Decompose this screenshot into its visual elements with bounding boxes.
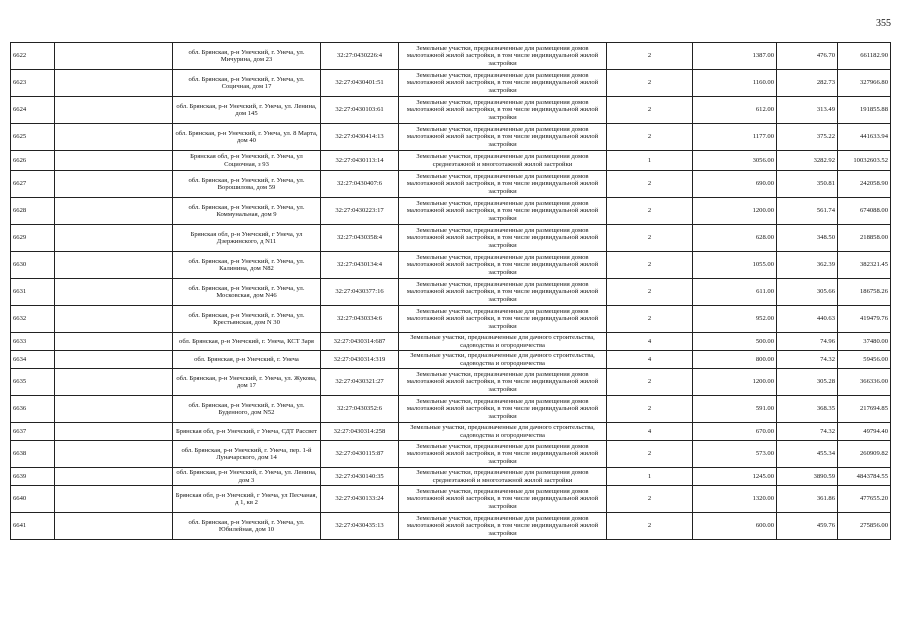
specific-value-cell: 74.32 <box>777 423 838 441</box>
row-number: 6628 <box>11 198 55 225</box>
group-code-cell: 2 <box>607 513 693 540</box>
cadastral-value-cell: 4843784.55 <box>838 468 891 486</box>
area-cell: 670.00 <box>693 423 777 441</box>
table-row <box>11 369 891 396</box>
group-code-cell: 2 <box>607 225 693 252</box>
land-use-cell: Земельные участки, предназначенные для размещения домов малоэтажной жилой застройки, в том числе индивидуальной жилой застройки <box>399 171 607 198</box>
area-cell: 3056.00 <box>693 151 777 171</box>
land-use-cell: Земельные участки, предназначенные для размещения домов среднеэтажной и многоэтажной жилой застройки <box>399 151 607 171</box>
blank-cell <box>55 124 173 151</box>
address-cell: обл. Брянская, р-н Унечский, г. Унеча, ул. Московская, дом N46 <box>173 279 321 306</box>
land-use-cell: Земельные участки, предназначенные для размещения домов малоэтажной жилой застройки, в том числе индивидуальной жилой застройки <box>399 124 607 151</box>
blank-cell <box>55 306 173 333</box>
blank-cell <box>55 70 173 97</box>
land-use-cell: Земельные участки, предназначенные для размещения домов малоэтажной жилой застройки, в том числе индивидуальной жилой застройки <box>399 486 607 513</box>
table-row <box>11 333 891 351</box>
area-cell: 591.00 <box>693 396 777 423</box>
row-number: 6632 <box>11 306 55 333</box>
cadastral-number-cell: 32:27:0430226:4 <box>321 43 399 70</box>
address-cell: обл. Брянская, р-н Унечский, г. Унеча, ул. Юбилейная, дом 10 <box>173 513 321 540</box>
table-row <box>11 468 891 486</box>
table-row <box>11 486 891 513</box>
blank-cell <box>55 43 173 70</box>
cadastral-number-cell: 32:27:0430352:6 <box>321 396 399 423</box>
specific-value-cell: 305.66 <box>777 279 838 306</box>
specific-value-cell: 361.86 <box>777 486 838 513</box>
cadastral-number-cell: 32:27:0430115:87 <box>321 441 399 468</box>
group-code-cell: 4 <box>607 333 693 351</box>
table-row <box>11 198 891 225</box>
area-cell: 690.00 <box>693 171 777 198</box>
table-row <box>11 351 891 369</box>
table-row <box>11 43 891 70</box>
table-row <box>11 151 891 171</box>
cadastral-value-cell: 59456.00 <box>838 351 891 369</box>
land-use-cell: Земельные участки, предназначенные для размещения домов малоэтажной жилой застройки, в том числе индивидуальной жилой застройки <box>399 513 607 540</box>
blank-cell <box>55 97 173 124</box>
specific-value-cell: 313.49 <box>777 97 838 124</box>
row-number: 6636 <box>11 396 55 423</box>
cadastral-value-cell: 186758.26 <box>838 279 891 306</box>
address-cell: обл. Брянская, р-н Унечский, г. Унеча, пер. 1-й Луначарского, дом 14 <box>173 441 321 468</box>
area-cell: 1055.00 <box>693 252 777 279</box>
group-code-cell: 2 <box>607 70 693 97</box>
blank-cell <box>55 198 173 225</box>
area-cell: 1387.00 <box>693 43 777 70</box>
address-cell: обл. Брянская, р-н Унечский, г. Унеча, ул. Мичурина, дом 23 <box>173 43 321 70</box>
cadastral-number-cell: 32:27:0430401:51 <box>321 70 399 97</box>
row-number: 6624 <box>11 97 55 124</box>
land-use-cell: Земельные участки, предназначенные для дачного строительства, садоводства и огородничества <box>399 333 607 351</box>
cadastral-value-cell: 10032603.52 <box>838 151 891 171</box>
address-cell: обл. Брянская, р-н Унечский, г. Унеча <box>173 351 321 369</box>
cadastral-number-cell: 32:27:0430113:14 <box>321 151 399 171</box>
cadastral-number-cell: 32:27:0430321:27 <box>321 369 399 396</box>
table-row <box>11 97 891 124</box>
address-cell: Брянская обл, р-н Унечский, г Унеча, СДТ Рассвет <box>173 423 321 441</box>
table-row <box>11 124 891 151</box>
blank-cell <box>55 423 173 441</box>
cadastral-value-cell: 37480.00 <box>838 333 891 351</box>
cadastral-value-cell: 327966.80 <box>838 70 891 97</box>
area-cell: 573.00 <box>693 441 777 468</box>
address-cell: Брянская обл, р-н Унечский, г Унеча, ул Песчаная, д 1, кв 2 <box>173 486 321 513</box>
area-cell: 1200.00 <box>693 369 777 396</box>
row-number: 6639 <box>11 468 55 486</box>
cadastral-value-cell: 661182.90 <box>838 43 891 70</box>
area-cell: 1177.00 <box>693 124 777 151</box>
group-code-cell: 4 <box>607 423 693 441</box>
area-cell: 628.00 <box>693 225 777 252</box>
row-number: 6633 <box>11 333 55 351</box>
row-number: 6637 <box>11 423 55 441</box>
address-cell: обл. Брянская, р-н Унечский, г. Унеча, ул. Социчная, дом 17 <box>173 70 321 97</box>
address-cell: обл. Брянская, р-н Унечский, г. Унеча, ул. Ворошилова, дом 59 <box>173 171 321 198</box>
area-cell: 611.00 <box>693 279 777 306</box>
cadastral-number-cell: 32:27:0430414:13 <box>321 124 399 151</box>
cadastral-value-cell: 441633.94 <box>838 124 891 151</box>
land-use-cell: Земельные участки, предназначенные для размещения домов малоэтажной жилой застройки, в том числе индивидуальной жилой застройки <box>399 369 607 396</box>
specific-value-cell: 74.32 <box>777 351 838 369</box>
address-cell: обл. Брянская, р-н Унечский, г. Унеча, ул. Коммунальная, дом 9 <box>173 198 321 225</box>
table-row <box>11 423 891 441</box>
cadastral-number-cell: 32:27:0430358:4 <box>321 225 399 252</box>
cadastral-number-cell: 32:27:0430314:258 <box>321 423 399 441</box>
specific-value-cell: 561.74 <box>777 198 838 225</box>
table-row <box>11 252 891 279</box>
blank-cell <box>55 279 173 306</box>
row-number: 6634 <box>11 351 55 369</box>
specific-value-cell: 375.22 <box>777 124 838 151</box>
cadastral-value-cell: 477655.20 <box>838 486 891 513</box>
land-registry-table <box>10 42 891 540</box>
address-cell: Брянская обл, р-н Унечский, г. Унеча, ул Социочная, з 93 <box>173 151 321 171</box>
land-use-cell: Земельные участки, предназначенные для дачного строительства, садоводства и огородничества <box>399 351 607 369</box>
specific-value-cell: 362.39 <box>777 252 838 279</box>
land-use-cell: Земельные участки, предназначенные для размещения домов малоэтажной жилой застройки, в том числе индивидуальной жилой застройки <box>399 441 607 468</box>
row-number: 6629 <box>11 225 55 252</box>
row-number: 6622 <box>11 43 55 70</box>
cadastral-number-cell: 32:27:0430435:13 <box>321 513 399 540</box>
row-number: 6625 <box>11 124 55 151</box>
row-number: 6623 <box>11 70 55 97</box>
area-cell: 1245.00 <box>693 468 777 486</box>
address-cell: обл. Брянская, р-н Унечский, г. Унеча, ул. Жукова, дом 17 <box>173 369 321 396</box>
table-row <box>11 279 891 306</box>
specific-value-cell: 455.34 <box>777 441 838 468</box>
table-row <box>11 225 891 252</box>
group-code-cell: 2 <box>607 198 693 225</box>
blank-cell <box>55 225 173 252</box>
table-row <box>11 396 891 423</box>
cadastral-value-cell: 242058.90 <box>838 171 891 198</box>
row-number: 6641 <box>11 513 55 540</box>
address-cell: обл. Брянская, р-н Унечский, г. Унеча, ул. Калинина, дом N82 <box>173 252 321 279</box>
cadastral-value-cell: 218858.00 <box>838 225 891 252</box>
blank-cell <box>55 333 173 351</box>
cadastral-value-cell: 260909.82 <box>838 441 891 468</box>
land-use-cell: Земельные участки, предназначенные для размещения домов малоэтажной жилой застройки, в том числе индивидуальной жилой застройки <box>399 279 607 306</box>
cadastral-value-cell: 382321.45 <box>838 252 891 279</box>
area-cell: 1200.00 <box>693 198 777 225</box>
area-cell: 952.00 <box>693 306 777 333</box>
specific-value-cell: 74.96 <box>777 333 838 351</box>
address-cell: обл. Брянская, р-н Унечский, г. Унеча, КСТ Заря <box>173 333 321 351</box>
specific-value-cell: 282.73 <box>777 70 838 97</box>
cadastral-number-cell: 32:27:0430223:17 <box>321 198 399 225</box>
blank-cell <box>55 369 173 396</box>
group-code-cell: 2 <box>607 97 693 124</box>
specific-value-cell: 3282.92 <box>777 151 838 171</box>
blank-cell <box>55 151 173 171</box>
table-row <box>11 441 891 468</box>
row-number: 6627 <box>11 171 55 198</box>
blank-cell <box>55 513 173 540</box>
cadastral-value-cell: 674088.00 <box>838 198 891 225</box>
land-use-cell: Земельные участки, предназначенные для размещения домов среднеэтажной и многоэтажной жилой застройки <box>399 468 607 486</box>
area-cell: 800.00 <box>693 351 777 369</box>
specific-value-cell: 440.63 <box>777 306 838 333</box>
cadastral-value-cell: 419479.76 <box>838 306 891 333</box>
row-number: 6631 <box>11 279 55 306</box>
table-body <box>11 43 891 540</box>
blank-cell <box>55 171 173 198</box>
blank-cell <box>55 468 173 486</box>
cadastral-number-cell: 32:27:0430377:16 <box>321 279 399 306</box>
group-code-cell: 2 <box>607 124 693 151</box>
cadastral-value-cell: 275856.00 <box>838 513 891 540</box>
specific-value-cell: 476.70 <box>777 43 838 70</box>
specific-value-cell: 305.28 <box>777 369 838 396</box>
specific-value-cell: 459.76 <box>777 513 838 540</box>
specific-value-cell: 350.81 <box>777 171 838 198</box>
group-code-cell: 4 <box>607 351 693 369</box>
cadastral-value-cell: 191855.88 <box>838 97 891 124</box>
row-number: 6635 <box>11 369 55 396</box>
page-number: 355 <box>876 18 891 29</box>
address-cell: обл. Брянская, р-н Унечский, г. Унеча, ул. Ленина, дом 145 <box>173 97 321 124</box>
group-code-cell: 2 <box>607 43 693 70</box>
land-use-cell: Земельные участки, предназначенные для размещения домов малоэтажной жилой застройки, в том числе индивидуальной жилой застройки <box>399 97 607 124</box>
group-code-cell: 2 <box>607 252 693 279</box>
land-use-cell: Земельные участки, предназначенные для размещения домов малоэтажной жилой застройки, в том числе индивидуальной жилой застройки <box>399 198 607 225</box>
row-number: 6630 <box>11 252 55 279</box>
address-cell: Брянская обл, р-н Унечский, г Унеча, ул Дзержинского, д N11 <box>173 225 321 252</box>
group-code-cell: 2 <box>607 306 693 333</box>
land-use-cell: Земельные участки, предназначенные для дачного строительства, садоводства и огородничества <box>399 423 607 441</box>
area-cell: 1160.00 <box>693 70 777 97</box>
group-code-cell: 2 <box>607 441 693 468</box>
group-code-cell: 2 <box>607 486 693 513</box>
table-row <box>11 70 891 97</box>
cadastral-number-cell: 32:27:0430314:687 <box>321 333 399 351</box>
table-row <box>11 171 891 198</box>
cadastral-number-cell: 32:27:0430140:35 <box>321 468 399 486</box>
table-row <box>11 306 891 333</box>
cadastral-number-cell: 32:27:0430133:24 <box>321 486 399 513</box>
land-use-cell: Земельные участки, предназначенные для размещения домов малоэтажной жилой застройки, в том числе индивидуальной жилой застройки <box>399 306 607 333</box>
specific-value-cell: 3890.59 <box>777 468 838 486</box>
group-code-cell: 2 <box>607 279 693 306</box>
cadastral-number-cell: 32:27:0430334:6 <box>321 306 399 333</box>
cadastral-value-cell: 366336.00 <box>838 369 891 396</box>
land-use-cell: Земельные участки, предназначенные для размещения домов малоэтажной жилой застройки, в том числе индивидуальной жилой застройки <box>399 396 607 423</box>
address-cell: обл. Брянская, р-н Унечский, г. Унеча, ул. 8 Марта, дом 40 <box>173 124 321 151</box>
address-cell: обл. Брянская, р-н Унечский, г. Унеча, ул. Крестьянская, дом N 30 <box>173 306 321 333</box>
cadastral-number-cell: 32:27:0430103:61 <box>321 97 399 124</box>
cadastral-value-cell: 217694.85 <box>838 396 891 423</box>
blank-cell <box>55 351 173 369</box>
blank-cell <box>55 396 173 423</box>
blank-cell <box>55 486 173 513</box>
cadastral-number-cell: 32:27:0430314:319 <box>321 351 399 369</box>
area-cell: 1320.00 <box>693 486 777 513</box>
cadastral-number-cell: 32:27:0430407:6 <box>321 171 399 198</box>
row-number: 6638 <box>11 441 55 468</box>
group-code-cell: 2 <box>607 369 693 396</box>
area-cell: 612.00 <box>693 97 777 124</box>
cadastral-number-cell: 32:27:0430134:4 <box>321 252 399 279</box>
specific-value-cell: 348.50 <box>777 225 838 252</box>
row-number: 6626 <box>11 151 55 171</box>
land-use-cell: Земельные участки, предназначенные для размещения домов малоэтажной жилой застройки, в том числе индивидуальной жилой застройки <box>399 252 607 279</box>
land-use-cell: Земельные участки, предназначенные для размещения домов малоэтажной жилой застройки, в том числе индивидуальной жилой застройки <box>399 225 607 252</box>
address-cell: обл. Брянская, р-н Унечский, г. Унеча, ул. Ленина, дом 3 <box>173 468 321 486</box>
group-code-cell: 2 <box>607 171 693 198</box>
table-row <box>11 513 891 540</box>
land-use-cell: Земельные участки, предназначенные для размещения домов малоэтажной жилой застройки, в том числе индивидуальной жилой застройки <box>399 70 607 97</box>
address-cell: обл. Брянская, р-н Унечский, г. Унеча, ул. Буденного, дом N52 <box>173 396 321 423</box>
blank-cell <box>55 252 173 279</box>
specific-value-cell: 368.35 <box>777 396 838 423</box>
area-cell: 600.00 <box>693 513 777 540</box>
group-code-cell: 2 <box>607 396 693 423</box>
land-use-cell: Земельные участки, предназначенные для размещения домов малоэтажной жилой застройки, в том числе индивидуальной жилой застройки <box>399 43 607 70</box>
cadastral-value-cell: 49794.40 <box>838 423 891 441</box>
row-number: 6640 <box>11 486 55 513</box>
group-code-cell: 1 <box>607 151 693 171</box>
blank-cell <box>55 441 173 468</box>
group-code-cell: 1 <box>607 468 693 486</box>
area-cell: 500.00 <box>693 333 777 351</box>
